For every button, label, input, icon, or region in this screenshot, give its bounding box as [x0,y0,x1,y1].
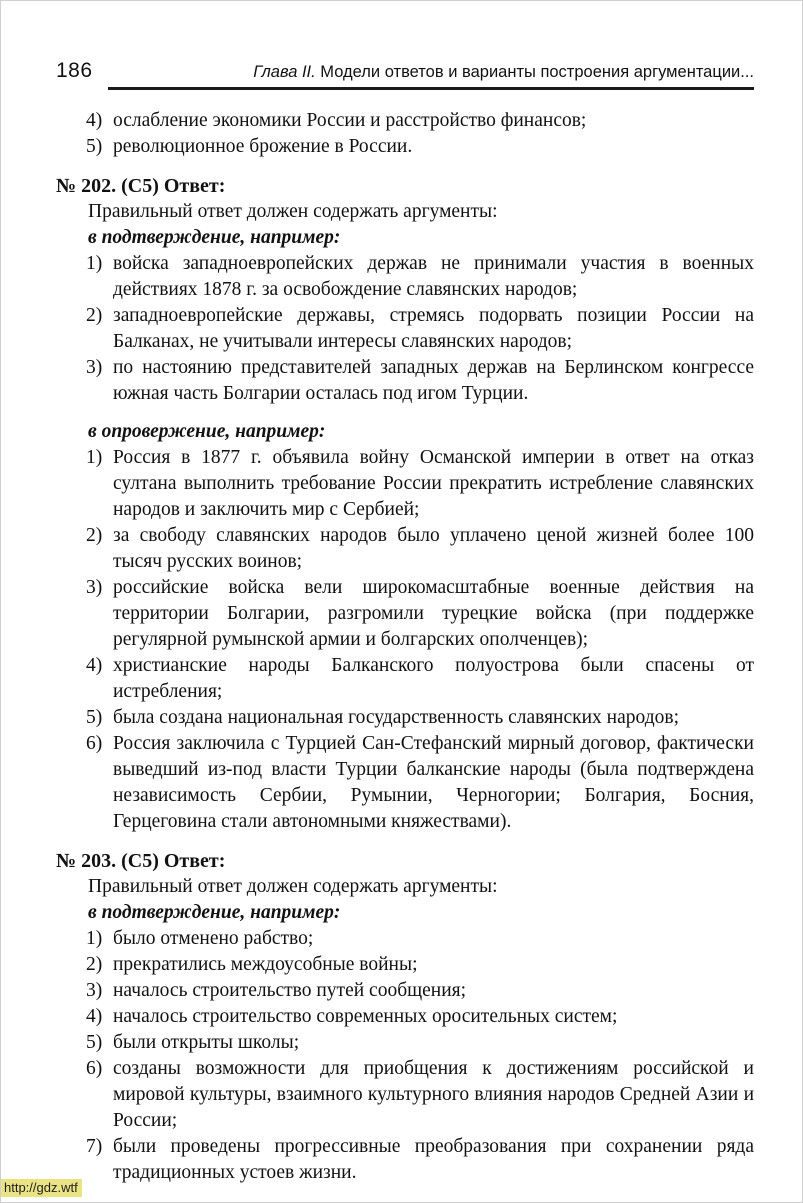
list-item [56,1004,754,1030]
chapter-header [108,63,754,90]
item-text: были открыты школы; [113,1032,300,1053]
subheading-refute: в опровержение, например: [88,421,326,442]
item-text: войска западноевропейских держав не принимали участия в военных действиях 1878 г. за освобождение славянских народов; [113,253,754,300]
item-number: 2) [86,305,103,326]
item-number: 7) [86,1136,103,1157]
item-text: прекратились междоусобные войны; [113,954,418,975]
item-text: российские войска вели широкомасштабные военные действия на территории Болгарии, разгромили турецкие войска (при поддержке регулярной румынской армии и болгарских ополченцев); [113,577,754,650]
list-item [56,445,754,523]
item-text: Россия в 1877 г. объявила войну Османской империи в ответ на отказ султана выполнить требование России прекратить истребление славянских народов и заключить мир с Сербией; [113,447,754,520]
item-text: созданы возможности для приобщения к достижениям российской и мировой культуры, взаимного культурного влияния народов Средней Азии и России; [113,1058,754,1131]
item-number: 6) [86,1058,103,1079]
list-item [56,1056,754,1134]
item-text: началось строительство современных оросительных систем; [113,1006,618,1027]
page-body [56,108,754,1186]
item-number: 6) [86,733,103,754]
item-number: 2) [86,954,103,975]
item-text: была создана национальная государственность славянских народов; [113,707,679,728]
item-text: ослабление экономики России и расстройство финансов; [113,110,587,131]
list-item [56,303,754,355]
item-number: 1) [86,253,103,274]
answer-intro: Правильный ответ должен содержать аргументы: [88,876,498,897]
list-item [56,952,754,978]
page-number: 186 [56,59,93,82]
list-item [56,134,754,160]
list-item [56,705,754,731]
item-text: были проведены прогрессивные преобразования при сохранении ряда традиционных устоев жизни. [113,1136,754,1183]
list-item [56,1030,754,1056]
item-text: революционное брожение в России. [113,136,413,157]
page-content [1,1,802,1186]
item-number: 3) [86,577,103,598]
item-text: христианские народы Балканского полуострова были спасены от истребления; [113,655,754,702]
item-number: 3) [86,357,103,378]
list-item [56,355,754,407]
list-item [56,731,754,835]
subheading-confirm: в подтверждение, например: [88,227,341,248]
item-number: 2) [86,525,103,546]
item-number: 1) [86,928,103,949]
list-item [56,251,754,303]
item-text: началось строительство путей сообщения; [113,980,467,1001]
item-text: Россия заключила с Турцией Сан-Стефанский мирный договор, фактически выведший из-под власти Турции балканские народы (была подтверждена независимость Сербии, Румынии, Черногории; Болгария, Босния, Герцеговина стали автономными княжествами). [113,733,754,832]
list-item [56,653,754,705]
item-number: 5) [86,1032,103,1053]
item-text: по настоянию представителей западных держав на Берлинском конгрессе южная часть Болгарии осталась под игом Турции. [113,357,754,404]
item-number: 1) [86,447,103,468]
task-heading-203: № 203. (С5) Ответ: [56,850,226,872]
item-text: за свободу славянских народов было уплачено ценой жизней более 100 тысяч русских воинов; [113,525,754,572]
task-heading-202: № 202. (С5) Ответ: [56,175,226,197]
chapter-header-italic: Глава II. [253,63,316,81]
item-number: 5) [86,707,103,728]
item-text: западноевропейские державы, стремясь подорвать позиции России на Балканах, не учитывали интересы славянских народов; [113,305,754,352]
watermark-link[interactable]: http://gdz.wtf [1,1179,82,1197]
item-number: 4) [86,1006,103,1027]
list-item [56,108,754,134]
item-number: 5) [86,136,103,157]
item-text: было отменено рабство; [113,928,314,949]
chapter-header-rest: Модели ответов и варианты построения аргументации... [315,63,754,81]
item-number: 3) [86,980,103,1001]
item-number: 4) [86,110,103,131]
list-item [56,523,754,575]
list-item [56,575,754,653]
page-header [56,59,754,90]
item-number: 4) [86,655,103,676]
list-item [56,978,754,1004]
list-item [56,926,754,952]
answer-intro: Правильный ответ должен содержать аргументы: [88,201,498,222]
list-item [56,1134,754,1186]
subheading-confirm: в подтверждение, например: [88,902,341,923]
